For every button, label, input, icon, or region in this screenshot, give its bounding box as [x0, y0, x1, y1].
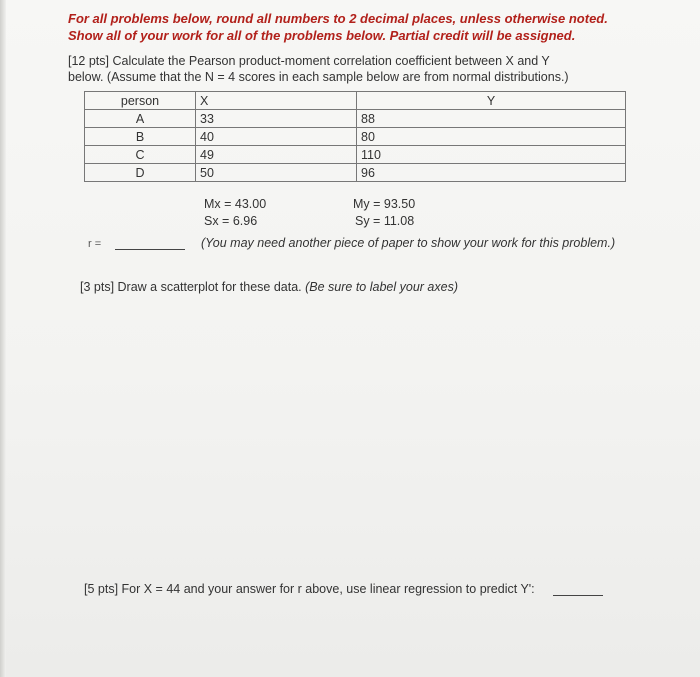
r-answer-blank[interactable]	[115, 249, 185, 250]
question-2-axes-note: (Be sure to label your axes)	[305, 280, 458, 294]
table-row	[85, 164, 626, 182]
mean-x: Mx = 43.00	[204, 197, 267, 211]
cell-person: C	[85, 146, 196, 164]
page-edge-shadow	[0, 0, 6, 677]
table-header-row	[85, 92, 626, 110]
column-header-x: X	[196, 92, 357, 110]
column-header-person: person	[85, 92, 196, 110]
cell-x: 50	[196, 164, 357, 182]
y-prime-answer-blank[interactable]	[553, 595, 603, 596]
instructions-line-1: For all problems below, round all numbers to 2 decimal places, unless otherwise noted.	[68, 11, 608, 26]
column-header-y: Y	[357, 92, 626, 110]
cell-person: A	[85, 110, 196, 128]
table-row	[85, 146, 626, 164]
question-1-line-1: [12 pts] Calculate the Pearson product-moment correlation coefficient between X and Y	[68, 54, 550, 68]
question-2-prompt	[80, 280, 458, 294]
cell-y: 80	[357, 128, 626, 146]
cell-y: 88	[357, 110, 626, 128]
r-answer-label: r =	[88, 238, 102, 250]
cell-person: D	[85, 164, 196, 182]
extra-paper-note: (You may need another piece of paper to show your work for this problem.)	[201, 236, 616, 250]
instructions-header	[68, 10, 628, 44]
question-1-line-2: below. (Assume that the N = 4 scores in each sample below are from normal distributions.)	[68, 70, 569, 84]
instructions-line-2: Show all of your work for all of the problems below. Partial credit will be assigned.	[68, 28, 576, 43]
sd-x: Sx = 6.96	[204, 214, 258, 228]
cell-y: 96	[357, 164, 626, 182]
scatterplot-drawing-area[interactable]	[80, 305, 620, 565]
table-row	[85, 128, 626, 146]
cell-y: 110	[357, 146, 626, 164]
question-3-prompt: [5 pts] For X = 44 and your answer for r above, use linear regression to predict Y':	[84, 582, 535, 596]
mean-y: My = 93.50	[353, 197, 416, 211]
scores-table	[84, 91, 626, 182]
question-1-prompt	[68, 53, 628, 85]
question-2-text: [3 pts] Draw a scatterplot for these data.	[80, 280, 302, 294]
sd-y: Sy = 11.08	[355, 214, 415, 228]
cell-x: 33	[196, 110, 357, 128]
cell-x: 40	[196, 128, 357, 146]
cell-x: 49	[196, 146, 357, 164]
cell-person: B	[85, 128, 196, 146]
table-row	[85, 110, 626, 128]
